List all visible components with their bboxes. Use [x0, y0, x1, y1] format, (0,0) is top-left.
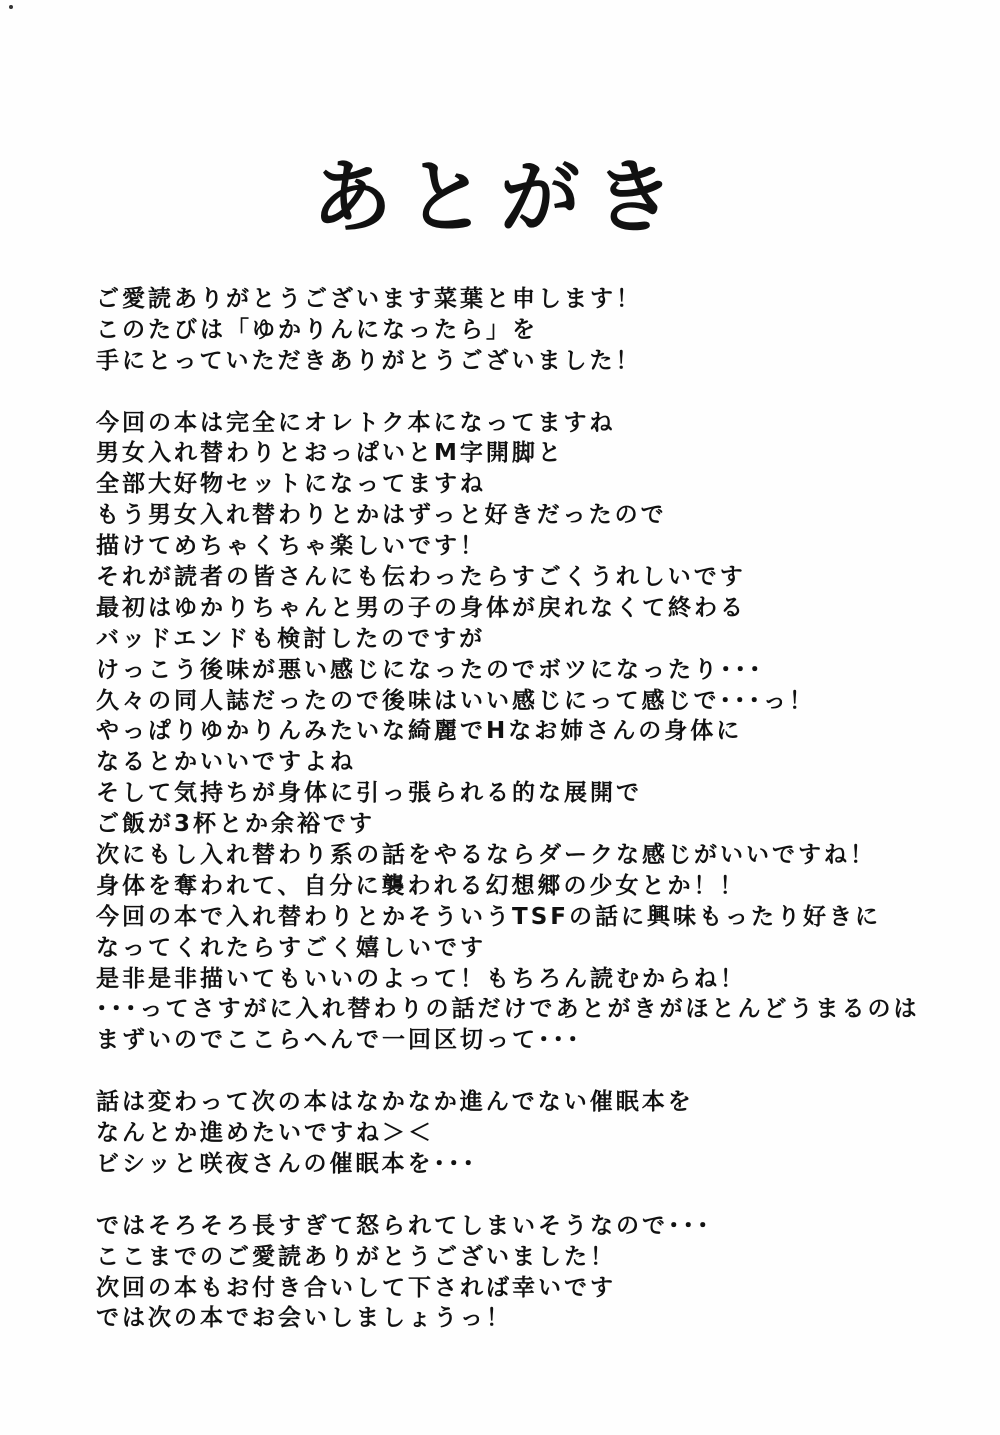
text-line: 最初はゆかりちゃんと男の子の身体が戻れなくて終わる — [96, 594, 746, 621]
text-line: このたびは「ゆかりんになったら」を — [96, 316, 538, 343]
text-line: やっぱりゆかりんみたいな綺麗でHなお姉さんの身体に — [96, 718, 743, 745]
text-line: 久々の同人誌だったので後味はいい感じにって感じで･･･っ！ — [96, 687, 816, 714]
text-line: なんとか進めたいですね＞＜ — [96, 1120, 434, 1147]
afterword-body — [96, 284, 976, 1334]
text-line: ビシッと咲夜さんの催眠本を･･･ — [96, 1150, 478, 1177]
text-line: 今回の本は完全にオレトク本になってますね — [96, 409, 616, 436]
blank-line — [96, 1180, 976, 1211]
blank-line — [96, 377, 976, 408]
text-line: まずいのでここらへんで一回区切って･･･ — [96, 1027, 582, 1054]
text-line: 次にもし入れ替わり系の話をやるならダークな感じがいいですね！ — [96, 842, 876, 869]
text-line: ご飯が3杯とか余裕です — [96, 811, 376, 838]
page-title: あとがき — [312, 151, 688, 244]
text-line: もう男女入れ替わりとかはずっと好きだったので — [96, 502, 667, 529]
text-line: そして気持ちが身体に引っ張られる的な展開で — [96, 780, 642, 807]
text-line: けっこう後味が悪い感じになったのでボツになったり･･･ — [96, 656, 764, 683]
text-line: 今回の本で入れ替わりとかそういうTSFの話に興味もったり好きに — [96, 903, 881, 930]
text-line: ･･･ってさすがに入れ替わりの話だけであとがきがほとんどうまるのは — [96, 996, 920, 1023]
blank-line — [96, 1056, 976, 1087]
text-line: 是非是非描いてもいいのよって！もちろん読むからね！ — [96, 965, 746, 992]
text-line: ご愛読ありがとうございます菜葉と申します！ — [96, 286, 642, 312]
text-line: 男女入れ替わりとおっぱいとM字開脚と — [96, 440, 564, 467]
text-line: 次回の本もお付き合いして下されば幸いです — [96, 1274, 616, 1301]
text-line: 話は変わって次の本はなかなか進んでない催眠本を — [96, 1089, 694, 1116]
text-line: ここまでのご愛読ありがとうございました！ — [96, 1243, 616, 1270]
text-line: 描けてめちゃくちゃ楽しいです！ — [96, 533, 486, 560]
text-line: なるとかいいですよね — [96, 749, 356, 776]
text-line: ではそろそろ長すぎて怒られてしまいそうなので･･･ — [96, 1212, 712, 1239]
text-line: 全部大好物セットになってますね — [96, 471, 486, 498]
text-line: なってくれたらすごく嬉しいです — [96, 934, 486, 961]
text-line: バッドエンドも検討したのですが — [96, 625, 486, 652]
text-line: では次の本でお会いしましょうっ！ — [96, 1305, 512, 1332]
text-line: それが読者の皆さんにも伝わったらすごくうれしいです — [96, 564, 746, 591]
text-line: 手にとっていただきありがとうございました！ — [96, 347, 642, 374]
page-mark — [9, 5, 13, 9]
text-line: 身体を奪われて、自分に襲われる幻想郷の少女とか！！ — [96, 872, 746, 899]
